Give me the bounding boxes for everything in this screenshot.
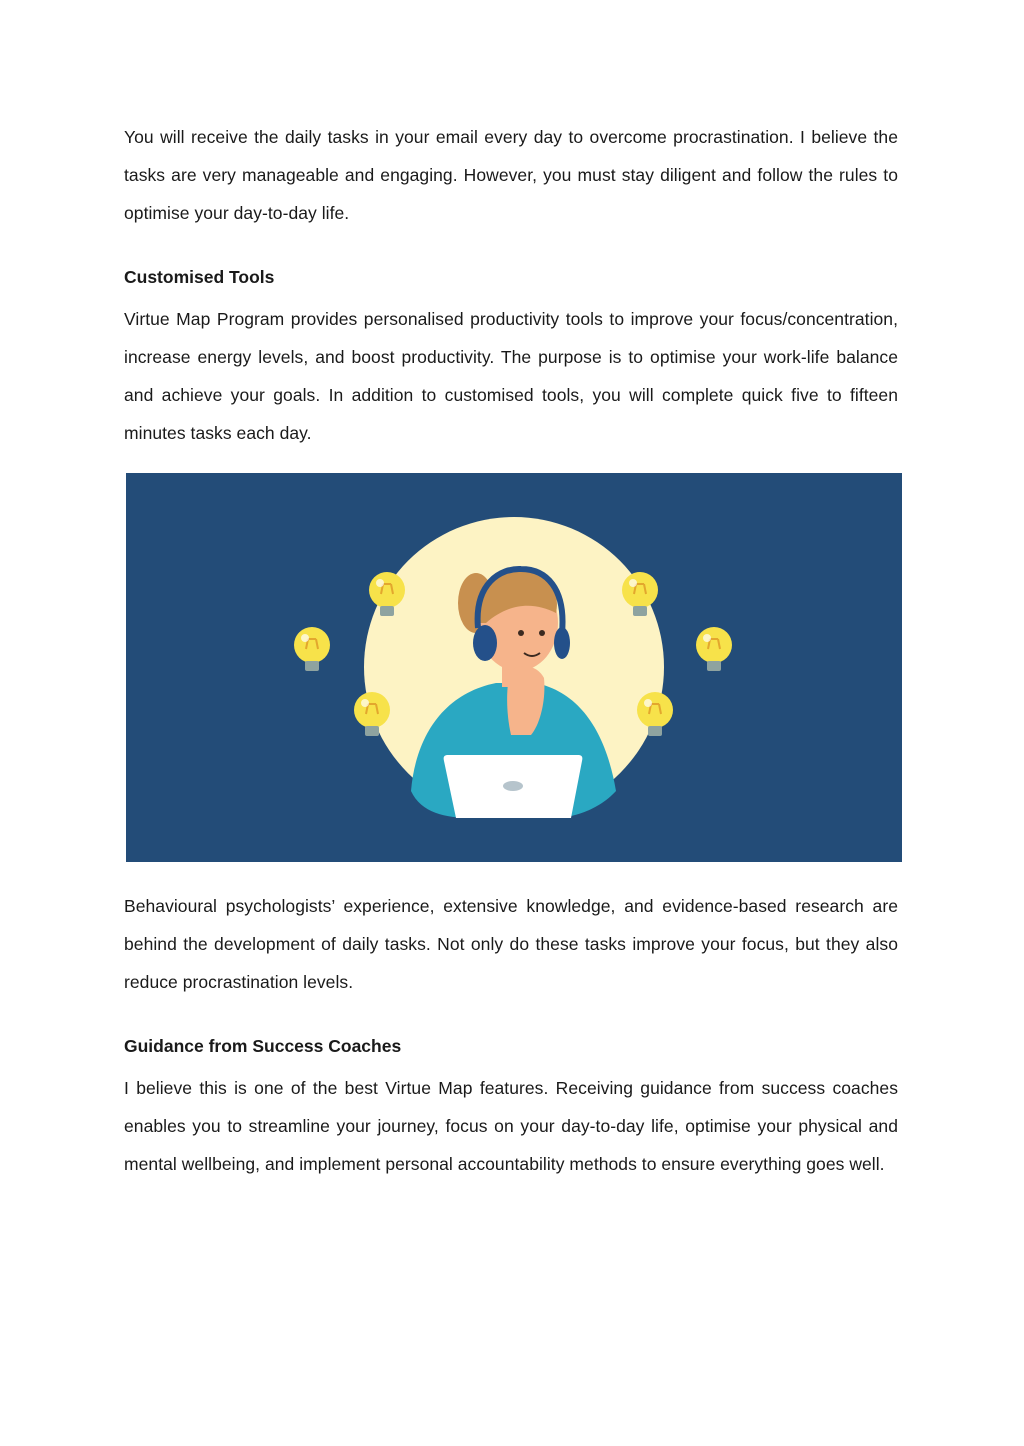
document-page — [124, 118, 898, 1183]
productivity-illustration — [126, 473, 902, 862]
success-coaches-paragraph: I believe this is one of the best Virtue Map features. Receiving guidance from success coaches enables you to streamline your journey, focus on your day-to-day life, optimise your physical and mental wellbeing, and implement personal accountability methods to ensure everything goes well. — [124, 1078, 898, 1174]
customised-tools-paragraph: Virtue Map Program provides personalised productivity tools to improve your focus/concentration, increase energy levels, and boost productivity. The purpose is to optimise your work-life balance and achieve your goals. In addition to customised tools, you will complete quick five to fifteen minutes tasks each day. — [124, 309, 898, 443]
intro-paragraph: You will receive the daily tasks in your email every day to overcome procrastination. I believe the tasks are very manageable and engaging. However, you must stay diligent and follow the rules to optimise your day-to-day life. — [124, 127, 898, 223]
behavioural-paragraph: Behavioural psychologists’ experience, extensive knowledge, and evidence-based research are behind the development of daily tasks. Not only do these tasks improve your focus, but they also reduce procrastination levels. — [124, 896, 898, 992]
customised-tools-heading: Customised Tools — [124, 267, 275, 287]
success-coaches-heading: Guidance from Success Coaches — [124, 1036, 402, 1056]
